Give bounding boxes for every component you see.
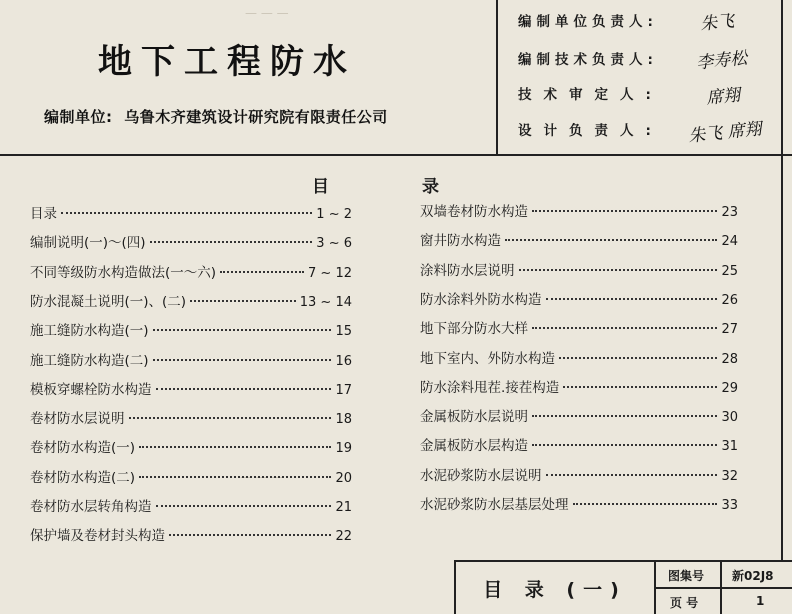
toc-entry-page: 31: [721, 439, 738, 455]
org-label: 编制单位:: [44, 108, 113, 126]
toc-leader-dots: [532, 327, 717, 329]
toc-entry-title: 施工缝防水构造(一): [30, 323, 149, 340]
toc-entry: [30, 524, 352, 550]
toc-entry: [30, 407, 352, 433]
toc-entry-title: 水泥砂浆防水层说明: [420, 467, 542, 484]
toc-entry: [420, 259, 738, 285]
toc-entry-title: 防水混凝土说明(一)、(二): [30, 293, 187, 310]
right-border: [781, 0, 783, 560]
toc-leader-dots: [559, 357, 717, 359]
toc-entry-title: 水泥砂浆防水层基层处理: [420, 497, 569, 513]
toc-entry: [420, 229, 738, 255]
toc-entry-page: 24: [721, 234, 738, 250]
toc-entry: [420, 434, 738, 460]
toc-heading-left: 目: [312, 177, 329, 197]
toc-entry-page: 17: [335, 382, 352, 398]
toc-entry: [420, 200, 738, 226]
toc-entry-page: 32: [721, 468, 738, 484]
toc-leader-dots: [139, 446, 331, 448]
responsible-row: [518, 119, 690, 143]
toc-entry-title: 金属板防水层说明: [420, 409, 528, 426]
toc-leader-dots: [169, 534, 331, 536]
toc-entry-title: 防水涂料甩茬.接茬构造: [420, 379, 560, 396]
toc-entry-page: 20: [335, 470, 352, 486]
toc-entry-page: 13 ~ 14: [299, 294, 352, 310]
atlas-number-value: 新02J8: [732, 569, 774, 583]
toc-leader-dots: [573, 503, 718, 505]
toc-leader-dots: [61, 212, 312, 214]
toc-entry-title: 卷材防水构造(二): [30, 469, 136, 486]
bleed-through-mark: — — —: [240, 470, 284, 484]
toc-entry-title: 金属板防水层构造: [420, 438, 528, 455]
toc-leader-dots: [153, 329, 332, 331]
toc-entry-page: 22: [335, 529, 352, 545]
org-name: 乌鲁木齐建筑设计研究院有限责任公司: [124, 108, 388, 126]
toc-leader-dots: [139, 476, 331, 478]
toc-entry-page: 19: [335, 441, 352, 457]
toc-entry-title: 地下室内、外防水构造: [420, 350, 555, 367]
bleed-through-mark: — — —: [245, 6, 289, 20]
toc-entry-page: 28: [721, 351, 738, 367]
toc-entry-title: 涂料防水层说明: [420, 262, 515, 279]
toc-entry: [30, 290, 352, 316]
toc-entry: [30, 495, 352, 521]
toc-entry-title: 卷材防水层说明: [30, 411, 125, 428]
toc-leader-dots: [546, 298, 718, 300]
toc-leader-dots: [532, 415, 717, 417]
toc-entry-page: 30: [721, 410, 738, 426]
toc-heading-right: 录: [422, 177, 439, 197]
toc-entry-page: 27: [721, 322, 738, 338]
toc-entry-title: 施工缝防水构造(二): [30, 352, 149, 369]
toc-entry-page: 23: [721, 205, 738, 220]
toc-leader-dots: [532, 444, 717, 446]
toc-leader-dots: [153, 359, 332, 361]
responsible-label: 编制单位负责人:: [518, 14, 658, 30]
toc-entry-title: 不同等级防水构造做法(一～六): [30, 264, 217, 281]
toc-entry-page: 18: [335, 412, 352, 428]
toc-entry: [30, 202, 352, 228]
signature: 朱飞 席翔: [687, 119, 763, 147]
toc-entry-page: 1 ~ 2: [316, 207, 352, 222]
title-block-divider: [656, 587, 792, 589]
toc-leader-dots: [563, 386, 717, 388]
toc-entry: [30, 319, 352, 345]
toc-entry-page: 25: [721, 263, 738, 279]
title-block: [454, 560, 792, 614]
toc-leader-dots: [519, 269, 718, 271]
signature: 朱飞: [699, 11, 736, 35]
responsible-row: [518, 48, 690, 72]
toc-leader-dots: [150, 241, 313, 243]
toc-entry-title: 保护墙及卷材封头构造: [30, 528, 165, 545]
toc-entry-title: 模板穿螺栓防水构造: [30, 381, 152, 398]
toc-entry-page: 33: [721, 498, 738, 513]
toc-entry-title: 防水涂料外防水构造: [420, 291, 542, 308]
page-number-label: 页 号: [670, 596, 699, 610]
toc-entry-page: 21: [335, 500, 352, 515]
toc-leader-dots: [156, 388, 332, 390]
toc-leader-dots: [190, 300, 296, 302]
toc-entry-page: 15: [335, 324, 352, 340]
organization: [44, 106, 388, 127]
toc-entry: [420, 464, 738, 490]
toc-entry-page: 16: [335, 353, 352, 369]
toc-entry-page: 3 ~ 6: [316, 236, 352, 252]
responsible-label: 编制技术负责人:: [518, 52, 658, 68]
toc-leader-dots: [505, 239, 717, 241]
toc-entry: [420, 347, 738, 373]
toc-leader-dots: [156, 505, 332, 507]
toc-leader-dots: [546, 474, 718, 476]
toc-entry-title: 编制说明(一)～(四): [30, 235, 146, 252]
page-title: 地下工程防水: [98, 42, 356, 82]
toc-entry-page: 7 ~ 12: [308, 265, 352, 281]
toc-entry-title: 地下部分防水大样: [420, 321, 528, 338]
toc-entry-title: 目录: [30, 206, 57, 222]
toc-entry: [420, 376, 738, 402]
header-separator: [496, 0, 498, 156]
atlas-number-label: 图集号: [668, 569, 705, 583]
toc-entry-title: 双墙卷材防水构造: [420, 204, 528, 220]
title-block-name: 目 录 (一): [456, 562, 656, 614]
toc-entry: [420, 493, 738, 519]
toc-entry-title: 卷材防水构造(一): [30, 440, 136, 457]
toc-entry: [30, 466, 352, 492]
toc-entry: [420, 317, 738, 343]
toc-entry: [420, 288, 738, 314]
header-divider: [0, 154, 792, 156]
responsible-label: 技术审定人:: [518, 87, 663, 103]
signature: 李寿松: [695, 48, 749, 74]
page-number-value: 1: [756, 594, 765, 608]
toc-entry-page: 29: [721, 380, 738, 396]
toc-entry: [30, 261, 352, 287]
responsible-row: [518, 83, 690, 107]
toc-leader-dots: [129, 417, 332, 419]
toc-entry: [30, 231, 352, 257]
toc-entry-page: 26: [721, 292, 738, 308]
toc-entry: [30, 378, 352, 404]
toc-entry: [420, 405, 738, 431]
toc-leader-dots: [532, 210, 717, 212]
title-block-divider: [720, 562, 722, 614]
toc-entry-title: 卷材防水层转角构造: [30, 499, 152, 515]
responsible-label: 设计负责人:: [518, 123, 663, 139]
toc-entry: [30, 436, 352, 462]
toc-entry-title: 窗井防水构造: [420, 233, 501, 250]
toc-leader-dots: [220, 271, 304, 273]
toc-entry: [30, 349, 352, 375]
signature: 席翔: [705, 85, 742, 109]
responsible-row: [518, 10, 690, 34]
